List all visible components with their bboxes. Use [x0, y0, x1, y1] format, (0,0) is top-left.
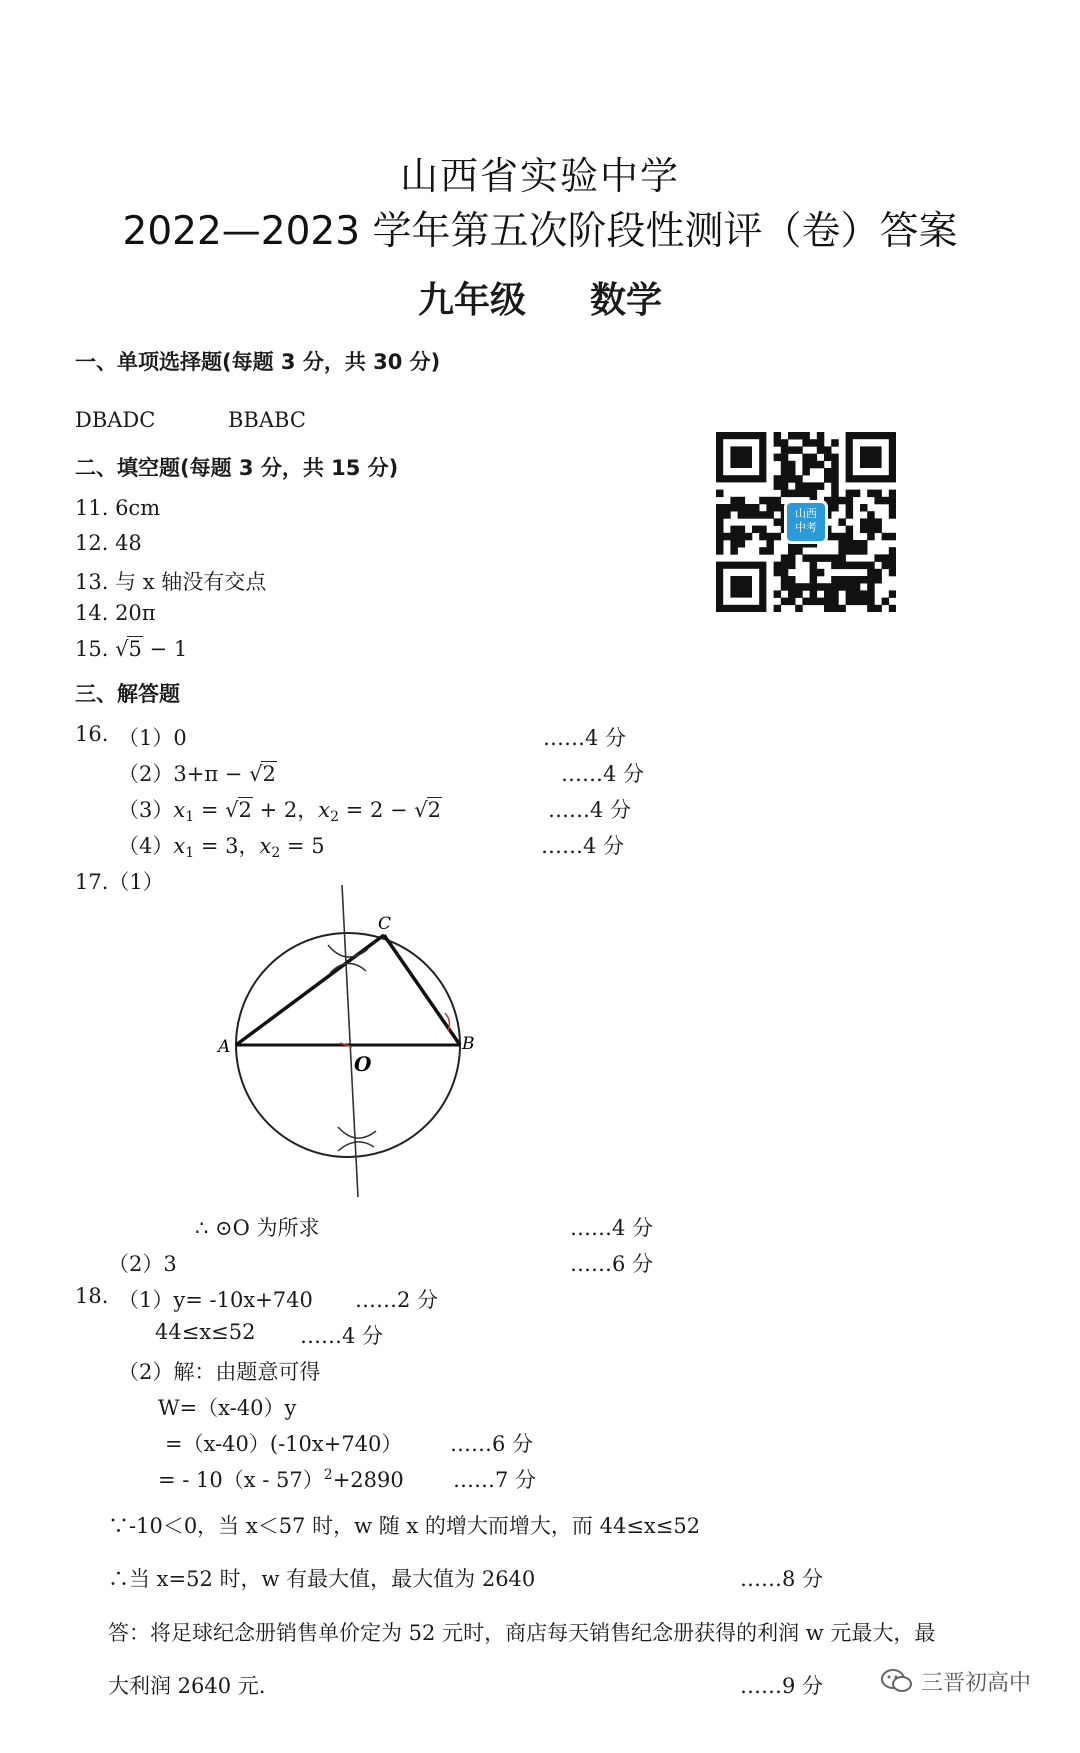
q16-part4 [118, 830, 325, 861]
section2-heading: 二、填空题(每题 3 分，共 15 分) [75, 456, 399, 480]
subject-label: 数学 [590, 280, 663, 321]
q16-part4-score: ……4 分 [541, 834, 625, 858]
q18-answer-line2: 大利润 2640 元. [108, 1674, 266, 1698]
q17-conclusion-score: ……4 分 [570, 1216, 654, 1240]
fill-answer-14: 14. 20π [75, 601, 156, 625]
qr-badge-bottom: 中考 [795, 521, 817, 534]
grade-label: 九年级 [417, 280, 526, 321]
fill-answer-15: 15. √5 − 1 [75, 637, 188, 661]
q16-part2-prefix: （2）3+π − [118, 762, 243, 786]
q18-line3-sup: 2 [323, 1467, 333, 1483]
q18-line3-tail: +2890 [332, 1468, 404, 1492]
q16-part1: （1）0 [118, 726, 187, 750]
q18-line1: W=（x-40）y [158, 1396, 297, 1420]
fill-answer-13: 13. 与 x 轴没有交点 [75, 570, 267, 594]
watermark [880, 1666, 1031, 1701]
q16-part2-radicand: 2 [262, 762, 276, 786]
q16-x1-sub: 1 [185, 809, 195, 825]
q18-range-score: ……4 分 [300, 1324, 384, 1348]
point-o-label: O [354, 1052, 372, 1076]
q16-part4-prefix: （4） [118, 834, 174, 858]
q17-part2-score: ……6 分 [570, 1252, 654, 1276]
q16-rad2: 2 [427, 798, 442, 822]
q16-p4-x1-sub: 1 [185, 845, 195, 861]
point-a-label: A [218, 1037, 231, 1057]
arc-mark-bottom-1 [338, 1127, 376, 1138]
q15-tail: − 1 [149, 637, 188, 661]
school-title: 山西省实验中学 [399, 154, 680, 198]
q16-eq1: = [200, 798, 219, 822]
q16-p4-x2: x [259, 834, 272, 858]
q18-range: 44≤x≤52 [155, 1320, 256, 1344]
section1-heading: 一、单项选择题(每题 3 分，共 30 分) [75, 350, 441, 374]
q18-line3-main: = - 10（x - 57） [158, 1468, 324, 1492]
segment-ac [236, 935, 384, 1045]
q16-p4-v1: = 3， [200, 834, 260, 858]
q16-p4-v2: = 5 [286, 834, 325, 858]
q17-number: 17.（1） [75, 870, 164, 894]
point-c-label: C [378, 914, 392, 934]
q18-part2: （2）解：由题意可得 [118, 1360, 321, 1384]
choice-answers-2: BBABC [228, 408, 306, 432]
qr-badge [784, 500, 828, 544]
q18-line3-score: ……7 分 [453, 1468, 537, 1492]
q18-part1: （1）y= -10x+740 [118, 1288, 313, 1312]
q16-part2-score: ……4 分 [561, 762, 645, 786]
q18-line2-score: ……6 分 [450, 1432, 534, 1456]
watermark-text: 三晋初高中 [921, 1671, 1032, 1696]
fill-answer-12: 12. 48 [75, 531, 142, 555]
q17-part2: （2）3 [108, 1252, 177, 1276]
q18-because: ∵-10＜0，当 x＜57 时，w 随 x 的增大而增大，而 44≤x≤52 [108, 1514, 701, 1538]
q16-rad1: 2 [238, 798, 252, 822]
q16-number: 16. [75, 722, 109, 746]
q16-eq2: = 2 − [345, 798, 408, 822]
q16-x1: x [173, 798, 186, 822]
q16-part2: （2）3+π − √2 [118, 762, 276, 786]
wechat-icon [880, 1667, 914, 1701]
fill-answer-11: 11. 6cm [75, 496, 161, 520]
q18-answer-line1: 答：将足球纪念册销售单价定为 52 元时，商店每天销售纪念册获得的利润 w 元最大，最 [108, 1621, 936, 1645]
q16-part3-prefix: （3） [118, 798, 174, 822]
q18-therefore: ∴当 x=52 时，w 有最大值，最大值为 2640 [108, 1567, 536, 1591]
q18-part1-score: ……2 分 [355, 1288, 439, 1312]
qr-badge-top: 山西 [795, 507, 817, 520]
choice-answers-1: DBADC [75, 408, 156, 432]
q17-conclusion: ∴ ⊙O 为所求 [195, 1216, 320, 1240]
q15-number: 15. [75, 637, 109, 661]
q16-x2-sub: 2 [330, 809, 339, 825]
q16-p4-x1: x [173, 834, 186, 858]
q16-p4-x2-sub: 2 [271, 845, 281, 861]
q18-therefore-score: ……8 分 [740, 1567, 824, 1591]
perpendicular-bisector [342, 885, 358, 1197]
q16-part3: $(3)x_1 = √2 + 2$，$x_2 = 2 - √2$ [118, 798, 442, 825]
q16-part1-score: ……4 分 [543, 726, 627, 750]
circle-construction-diagram [210, 885, 500, 1205]
q18-line2: =（x-40）(-10x+740） [165, 1432, 403, 1456]
q18-answer-score: ……9 分 [740, 1674, 824, 1698]
section3-heading: 三、解答题 [75, 682, 180, 706]
q15-radicand: 5 [128, 637, 142, 661]
q16-part3-score: ……4 分 [548, 798, 632, 822]
q18-number: 18. [75, 1284, 109, 1308]
point-b-label: B [462, 1034, 475, 1054]
q16-x2: x [318, 798, 331, 822]
q18-line3 [158, 1464, 404, 1494]
q16-mid: + 2， [259, 798, 319, 822]
exam-title: 2022—2023 学年第五次阶段性测评（卷）答案 [122, 209, 958, 254]
grade-subject [0, 272, 1080, 323]
